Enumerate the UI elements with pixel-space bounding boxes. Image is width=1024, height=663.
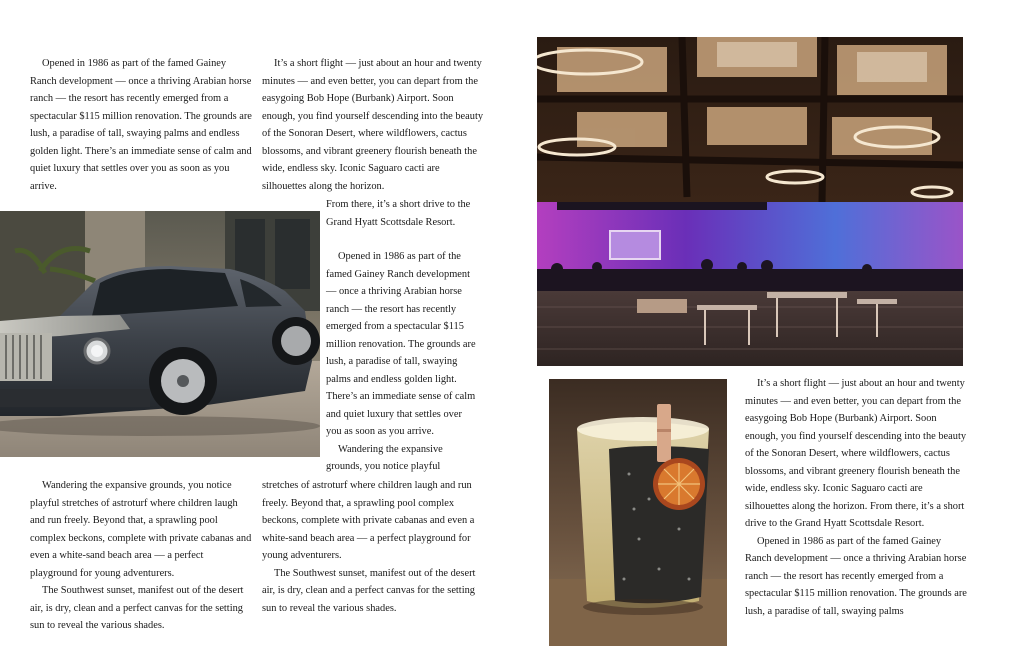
left-col2-wrap — [326, 196, 480, 476]
paragraph: It’s a short flight — just about an hour and twenty minutes — and even better, you can depart from the easygoing Bob Hope (Burbank) Airport. Soon enough, you find yourself descending into the beauty of the Sonoran Desert, where wildflowers, cactus blossoms, and vibrant greenery flourish beneath the wide, endless sky. Iconic Saguaro cacti are silhouettes along the horizon. From there, it’s a short drive to the Grand Hyatt Scottsdale Resort. — [745, 378, 967, 529]
left-col1-top — [30, 55, 252, 195]
paragraph: Opened in 1986 as part of the famed Gainey Ranch development — once a thriving Arabian horse ranch — the resort has recently emerged from a spectacular $115 million renovation. The grounds are lush, a paradise of tall, swaying palms and endless golden light. There’s an immediate sense of calm and quiet luxury that settles over you as soon as you arrive. — [326, 251, 476, 437]
paragraph: Opened in 1986 as part of the famed Gainey Ranch development — once a thriving Arabian horse ranch — the resort has recently emerged from a spectacular $115 million renovation. The grounds are lush, a paradise of tall, swaying palms — [745, 535, 967, 617]
paragraph: stretches of astroturf where children laugh and run freely. Beyond that, a sprawling pool complex beckons, complete with private cabanas and even a white-sand beach area — a perfect playground for young adventurers. — [262, 480, 475, 561]
cocktail-photo — [549, 379, 727, 646]
paragraph: It’s a short flight — just about an hour and twenty minutes — and even better, you can depart from the easygoing Bob Hope (Burbank) Airport. Soon enough, you find yourself descending into the beauty of the Sonoran Desert, where wildflowers, cactus blossoms, and vibrant greenery flourish beneath the wide, endless sky. Iconic Saguaro cacti are silhouettes along the horizon. — [262, 58, 484, 192]
left-col2-top — [262, 55, 484, 195]
paragraph: Wandering the expansive grounds, you notice playful — [326, 443, 443, 472]
cocktail-photo-graphic — [549, 379, 727, 646]
ballroom-photo — [537, 37, 963, 366]
ballroom-photo-graphic — [537, 37, 963, 366]
left-col1-bottom — [30, 477, 252, 635]
right-col-text — [745, 375, 969, 620]
paragraph: Opened in 1986 as part of the famed Gainey Ranch development — once a thriving Arabian horse ranch — the resort has recently emerged from a spectacular $115 million renovation. The grounds are lush, a paradise of tall, swaying palms and endless golden light. There’s an immediate sense of calm and quiet luxury that settles over you as soon as you arrive. — [30, 58, 252, 192]
paragraph: From there, it’s a short drive to the Grand Hyatt Scottsdale Resort. — [326, 199, 471, 228]
paragraph: The Southwest sunset, manifest out of the desert air, is dry, clean and a perfect canvas for the setting sun to reveal the various shades. — [30, 585, 244, 631]
left-col2-bottom — [262, 477, 484, 617]
car-photo-graphic — [0, 211, 320, 457]
paragraph: Wandering the expansive grounds, you notice playful stretches of astroturf where children laugh and run freely. Beyond that, a sprawling pool complex beckons, complete with private cabanas and even a white-sand beach area — a perfect playground for young adventurers. — [30, 480, 252, 579]
car-photo — [0, 211, 320, 457]
paragraph: The Southwest sunset, manifest out of the desert air, is dry, clean and a perfect canvas for the setting sun to reveal the various shades. — [262, 567, 476, 614]
